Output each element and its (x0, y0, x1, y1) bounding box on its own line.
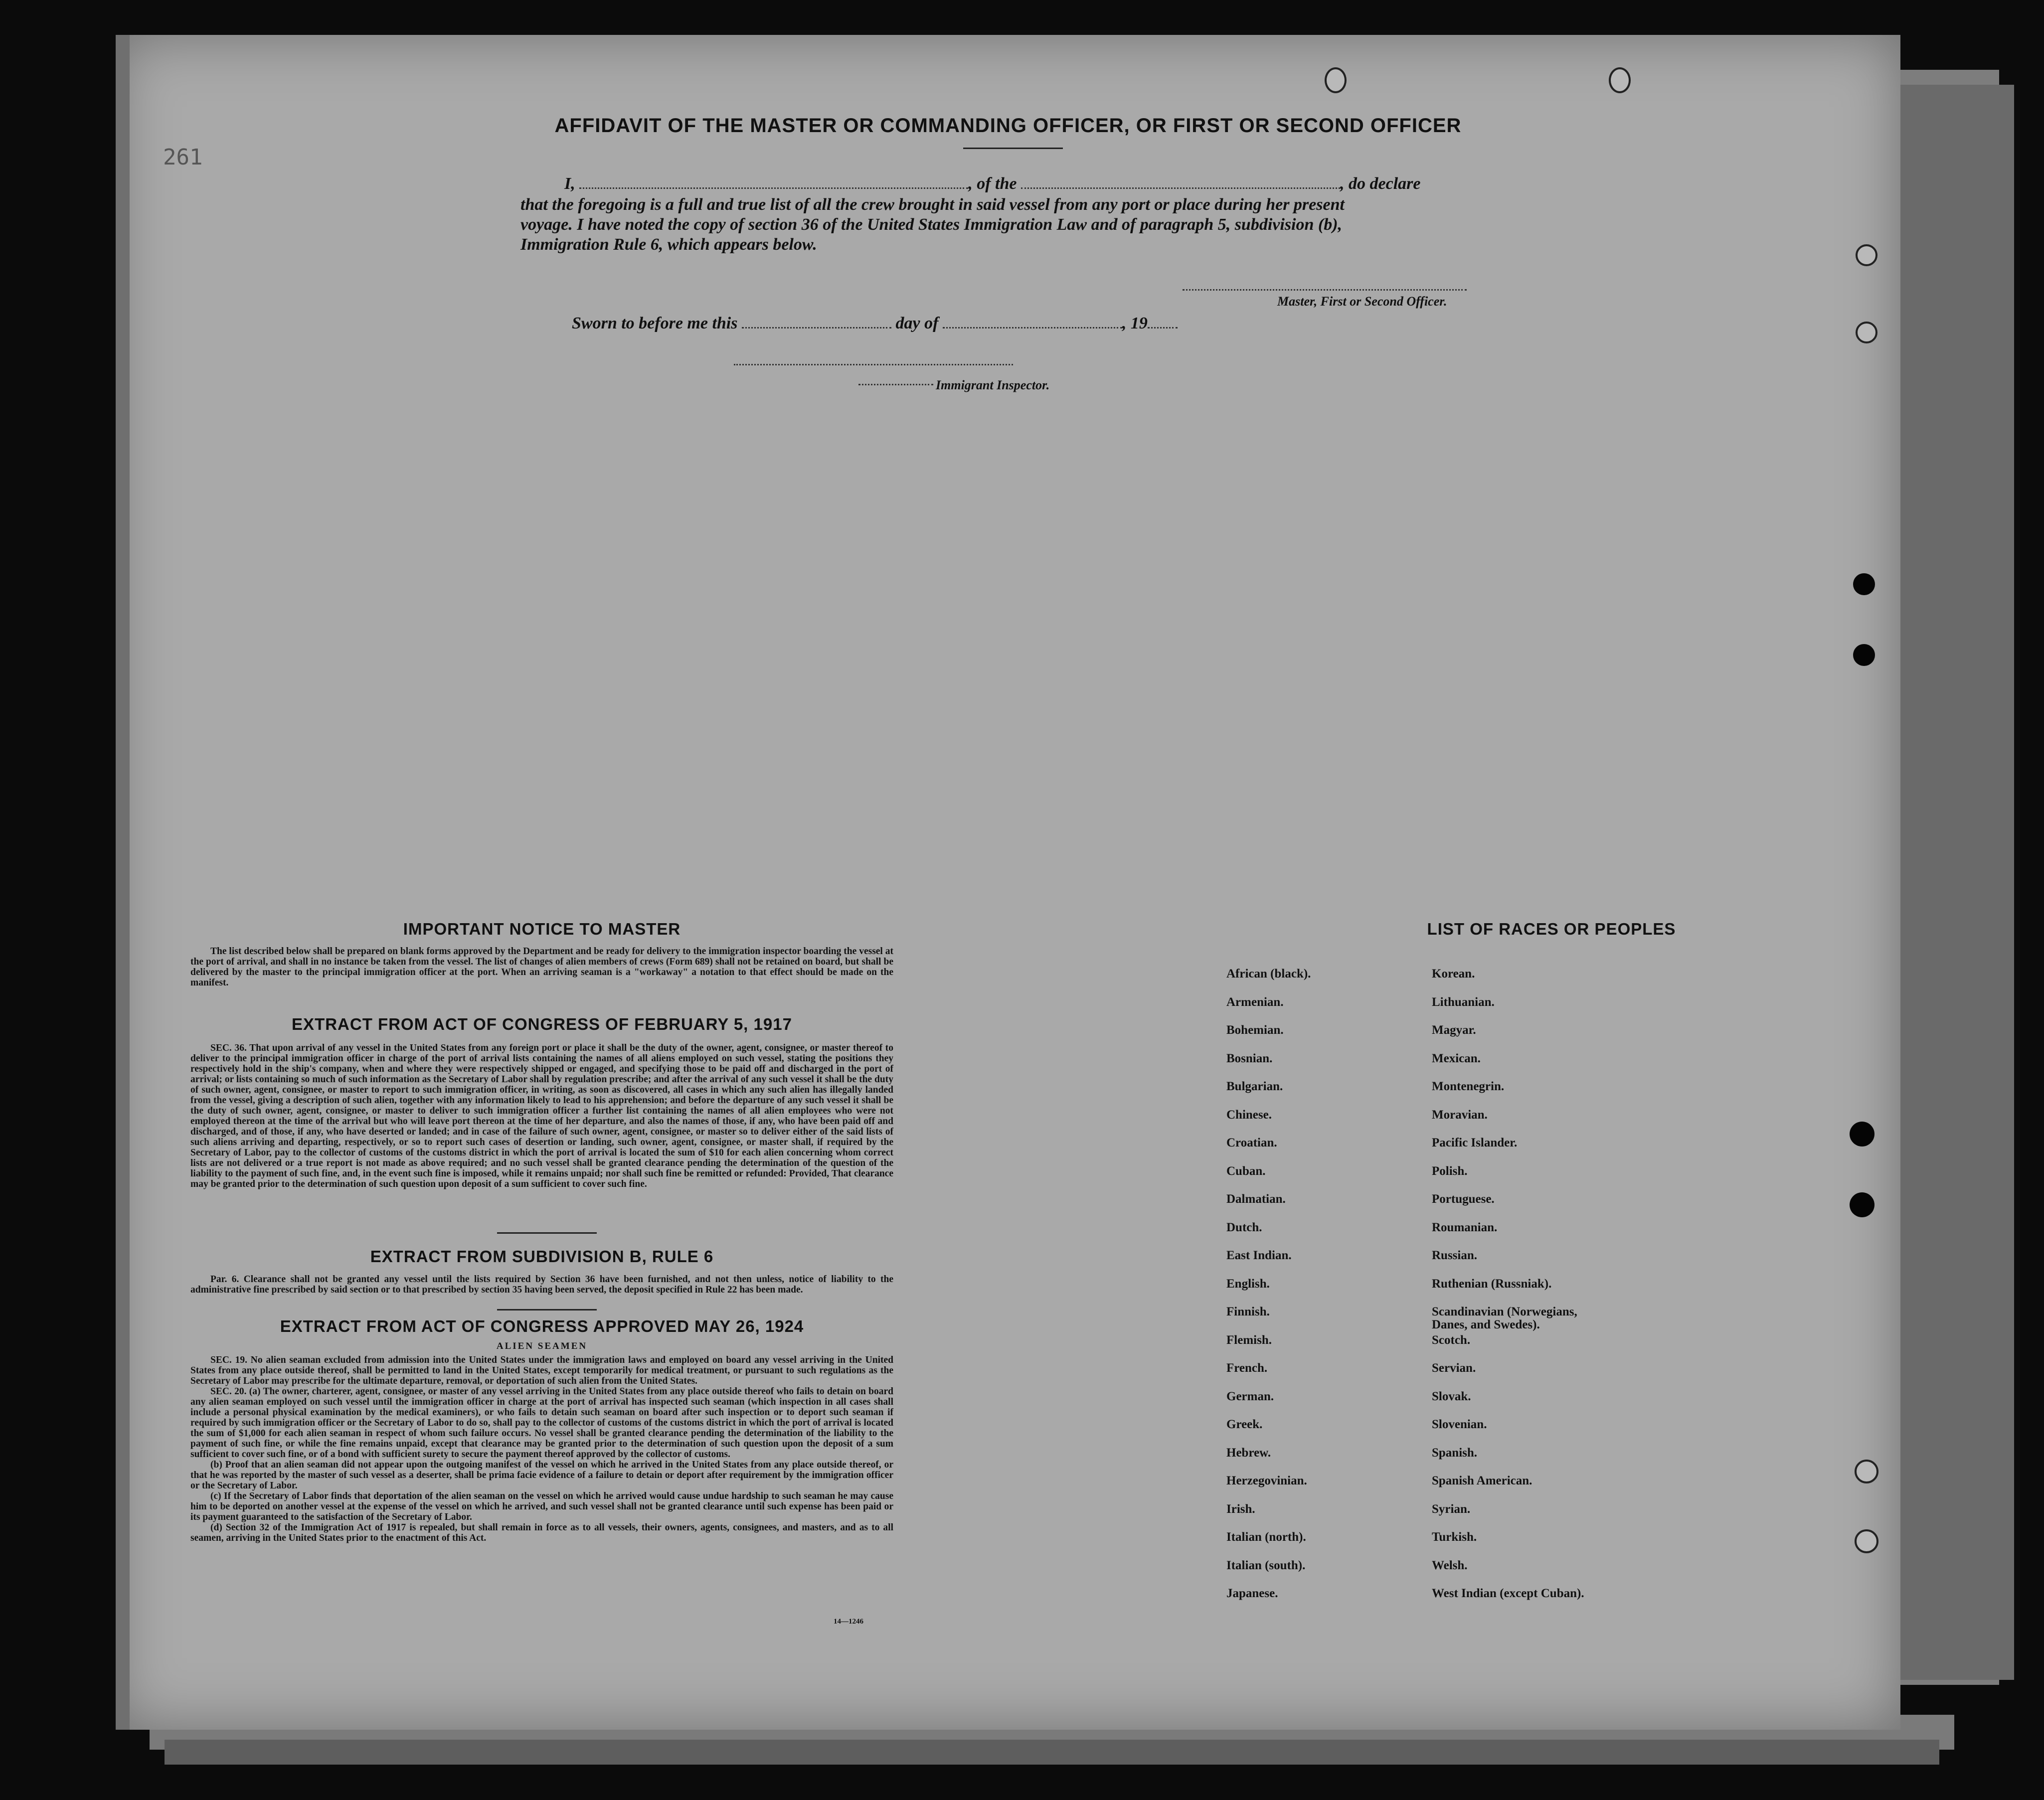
race-item: Portuguese. (1432, 1192, 1495, 1206)
race-item: Slovak. (1432, 1389, 1471, 1403)
race-item: Japanese. (1226, 1587, 1278, 1600)
binder-hole (1856, 244, 1877, 266)
binder-hole (1850, 1122, 1874, 1146)
extract-1924-text (190, 1355, 893, 1543)
race-item: Pacific Islander. (1432, 1136, 1518, 1149)
form-sheet (116, 35, 1900, 1730)
race-item: Italian (north). (1226, 1530, 1306, 1544)
affidavit-title: AFFIDAVIT OF THE MASTER OR COMMANDING OFFICER, OR FIRST OR SECOND OFFICER (554, 115, 1462, 137)
affidavit-line-1 (564, 174, 1420, 193)
race-item: Welsh. (1432, 1558, 1468, 1572)
declarant-label: I, (564, 174, 575, 193)
underlying-page (165, 1740, 1939, 1765)
sworn-label: Sworn to before me this (572, 314, 738, 332)
underlying-page (1894, 85, 2014, 1680)
affidavit-line-4: Immigration Rule 6, which appears below. (520, 235, 817, 254)
sheet-edge (116, 35, 130, 1730)
race-item: Armenian. (1226, 995, 1284, 1009)
affidavit-line-3: voyage. I have noted the copy of section 36 of the United States Immigration Law and of paragraph 5, subdivision (b), (520, 215, 1343, 234)
sec20b-text: (b) Proof that an alien seaman did not appear upon the outgoing manifest of the vessel on which he arrived in the United States from any place outside thereof, or that he was reported by the master of such vessel as a deserter, shall be prima facie evidence of a failure to detain or deport after requirement by the immigration officer or the Secretary of Labor. (190, 1460, 893, 1491)
race-item: Irish. (1226, 1502, 1255, 1516)
binder-hole (1853, 573, 1875, 595)
divider (497, 1309, 597, 1310)
extract-1917-text: SEC. 36. That upon arrival of any vessel in the United States from any foreign port or place it shall be the duty of the owner, agent, consignee, or master thereof to deliver to the principal immigration officer in charge of the port of arrival lists containing the names of all aliens employed on such vessel, stating the positions they respectively hold in the ship's company, when and where they were respectively shipped or engaged, and specifying those to be paid off and discharged in the port of arrival; or lists containing so much of such information as the Secretary of Labor shall by regulation prescribe; and after the arrival of any such vessel it shall be the duty of such owner, agent, consignee, or master to report to such immigration officer, in writing, as soon as discovered, all cases in which any such alien has illegally landed from the vessel, giving a description of such alien, together with any information likely to lead to his apprehension; and before the departure of any such vessel it shall be the duty of such owner, agent, consignee, or master to deliver to such immigration officer a further list containing the names of all alien employees who were not employed thereon at the time of the arrival but who will leave port thereon at the time of her departure, and also the names of those, if any, who have been paid off and discharged, and of those, if any, who have deserted or landed; and in case of the failure of such owner, agent, consignee, or master so to deliver either of the said lists of such aliens arriving and departing, respectively, or so to report such cases of desertion or landing, such owner, agent, consignee, or master shall, if required by the Secretary of Labor, pay to the collector of customs of the customs district in which the port of arrival is located the sum of $10 for each alien concerning whom correct lists are not delivered or a true report is not made as above required; and no such vessel shall be granted clearance pending the determination of the question of the liability to the payment of such fine, and, in the event such fine is imposed, while it remains unpaid; nor shall such fine be remitted or refunded: Provided, That clearance may be granted prior to the determination of such question upon deposit of a sum sufficient to cover such fine. (190, 1043, 893, 1189)
master-signature-label: Master, First or Second Officer. (1277, 294, 1447, 309)
page-number-mark: 261 (163, 145, 203, 170)
race-item: Mexican. (1432, 1051, 1481, 1065)
form-code: 14—1246 (834, 1618, 863, 1626)
extract-1924-title: EXTRACT FROM ACT OF CONGRESS APPROVED MAY 26, 1924 (280, 1317, 804, 1335)
sec20d-text: (d) Section 32 of the Immigration Act of 1917 is repealed, but shall remain in force as to all vessels, their owners, agents, consignees, and masters, and as to all seamen, arriving in the United States prior to the enactment of this Act. (190, 1522, 893, 1543)
race-item: Magyar. (1432, 1023, 1476, 1037)
binder-hole (1856, 322, 1877, 343)
alien-seamen-subtitle: ALIEN SEAMEN (496, 1341, 588, 1351)
race-item: Ruthenian (Russniak). (1432, 1277, 1552, 1291)
race-item: Scotch. (1432, 1333, 1471, 1347)
race-item: Russian. (1432, 1249, 1478, 1262)
race-item: Bulgarian. (1226, 1080, 1283, 1093)
notice-text: The list described below shall be prepared on blank forms approved by the Department and be ready for delivery to the immigration inspector boarding the vessel at the port of arrival, and shall in no instance be taken from the vessel. The list of changes of alien members of crews (Form 689) shall not be retained on board, but shall be delivered by the master to the principal immigration officer at the port. When an arriving seaman is a "workaway" a notation to that effect should be made on the manifest. (190, 946, 893, 988)
divider (963, 148, 1063, 149)
race-item: African (black). (1226, 967, 1311, 981)
sworn-month-field[interactable] (943, 327, 1122, 328)
master-signature-field[interactable] (1183, 289, 1467, 291)
race-item: Montenegrin. (1432, 1080, 1505, 1093)
sec20c-text: (c) If the Secretary of Labor finds that deportation of the alien seaman on the vessel on which he arrived would cause undue hardship to such seaman he may cause him to be deported on another vessel at the expense of the vessel on which he arrived, and such vessel shall not be granted clearance until such expense has been paid or its payment guaranteed to the satisfaction of the Secretary of Labor. (190, 1491, 893, 1522)
race-item: Greek. (1226, 1418, 1263, 1431)
binder-hole (1855, 1529, 1878, 1553)
race-item: Spanish American. (1432, 1474, 1533, 1487)
race-item: Bosnian. (1226, 1051, 1273, 1065)
vessel-label: , of the (968, 174, 1017, 193)
race-item: Finnish. (1226, 1305, 1270, 1318)
sworn-year-field[interactable] (1148, 327, 1178, 328)
race-item: Dalmatian. (1226, 1192, 1286, 1206)
race-item: Turkish. (1432, 1530, 1477, 1544)
sec19-text: SEC. 19. No alien seaman excluded from admission into the United States under the immigration laws and employed on board any vessel arriving in the United States from any place outside thereof, shall be permitted to land in the United States, except temporarily for medical treatment, or pursuant to such regulations as the Secretary of Labor may prescribe for the ultimate departure, removal, or deportation of such alien from the United States. (190, 1355, 893, 1386)
inspector-underline (858, 384, 933, 385)
sec20a-text: SEC. 20. (a) The owner, charterer, agent, consignee, or master of any vessel arriving in the United States from any place outside thereof who fails to detain on board any alien seaman employed on such vessel until the immigration officer in charge at the port of arrival has inspected such seaman (which inspection in all cases shall include a personal physical examination by the medical examiners), or who fails to detain such seaman on board after such inspection or to deport such seaman if required by such immigration officer or the Secretary of Labor to do so, shall pay to the collector of customs of the customs district in which the port of arrival is located the sum of $1,000 for each alien seaman in respect of whom such failure occurs. No vessel shall be granted clearance pending the determination of the liability to the payment of such fine, or while the fine remains unpaid, except that clearance may be granted prior to the determination of such question upon the deposit of a sum sufficient to cover such fine, or of a bond with sufficient surety to secure the payment thereof approved by the collector of customs. (190, 1386, 893, 1460)
sworn-line (572, 314, 1178, 333)
declarant-name-field[interactable] (579, 187, 968, 189)
race-item: Moravian. (1432, 1108, 1488, 1122)
binder-hole (1850, 1192, 1874, 1217)
race-item: Slovenian. (1432, 1418, 1487, 1431)
affidavit-line-2: that the foregoing is a full and true list of all the crew brought in said vessel from any port or place during her present (520, 195, 1345, 214)
race-item: Lithuanian. (1432, 995, 1495, 1009)
race-item: Servian. (1432, 1361, 1476, 1375)
races-title: LIST OF RACES OR PEOPLES (1427, 920, 1676, 938)
race-item: Scandinavian (Norwegians, (1432, 1305, 1577, 1318)
race-item: Croatian. (1226, 1136, 1277, 1149)
race-item: Spanish. (1432, 1446, 1478, 1460)
declare-label: , do declare (1340, 174, 1421, 193)
extract-1917-title: EXTRACT FROM ACT OF CONGRESS OF FEBRUARY 5, 1917 (292, 1015, 792, 1033)
binder-hole (1855, 1460, 1878, 1483)
binder-hole (1325, 67, 1347, 93)
binder-hole (1853, 644, 1875, 666)
race-item: Polish. (1432, 1164, 1468, 1178)
day-of-label: day of (895, 314, 939, 332)
vessel-name-field[interactable] (1021, 187, 1340, 189)
extract-rule6-title: EXTRACT FROM SUBDIVISION B, RULE 6 (370, 1247, 714, 1266)
race-item: Hebrew. (1226, 1446, 1271, 1460)
year-label: , 19 (1122, 314, 1148, 332)
race-item: Italian (south). (1226, 1558, 1306, 1572)
race-item: Roumanian. (1432, 1220, 1498, 1234)
race-item: Chinese. (1226, 1108, 1272, 1122)
inspector-signature-field[interactable] (734, 364, 1013, 365)
race-item: Bohemian. (1226, 1023, 1284, 1037)
race-item: German. (1226, 1389, 1274, 1403)
race-item: English. (1226, 1277, 1270, 1291)
race-item: Herzegovinian. (1226, 1474, 1307, 1487)
race-item: Flemish. (1226, 1333, 1272, 1347)
divider (497, 1232, 597, 1234)
race-item: Korean. (1432, 967, 1475, 981)
race-item: Danes, and Swedes). (1432, 1318, 1540, 1331)
race-item: Dutch. (1226, 1220, 1262, 1234)
inspector-label: Immigrant Inspector. (936, 378, 1050, 392)
race-item: East Indian. (1226, 1249, 1292, 1262)
notice-title: IMPORTANT NOTICE TO MASTER (403, 920, 681, 938)
sworn-day-field[interactable] (742, 327, 891, 328)
race-item: Syrian. (1432, 1502, 1471, 1516)
race-item: West Indian (except Cuban). (1432, 1587, 1584, 1600)
race-item: Cuban. (1226, 1164, 1266, 1178)
extract-rule6-text: Par. 6. Clearance shall not be granted any vessel until the lists required by Section 36 have been furnished, and not then unless, notice of liability to the administrative fine prescribed by said section or to that prescribed by section 35 having been served, the deposit specified in Rule 22 has been made. (190, 1274, 893, 1295)
race-item: French. (1226, 1361, 1268, 1375)
binder-hole (1609, 67, 1631, 93)
